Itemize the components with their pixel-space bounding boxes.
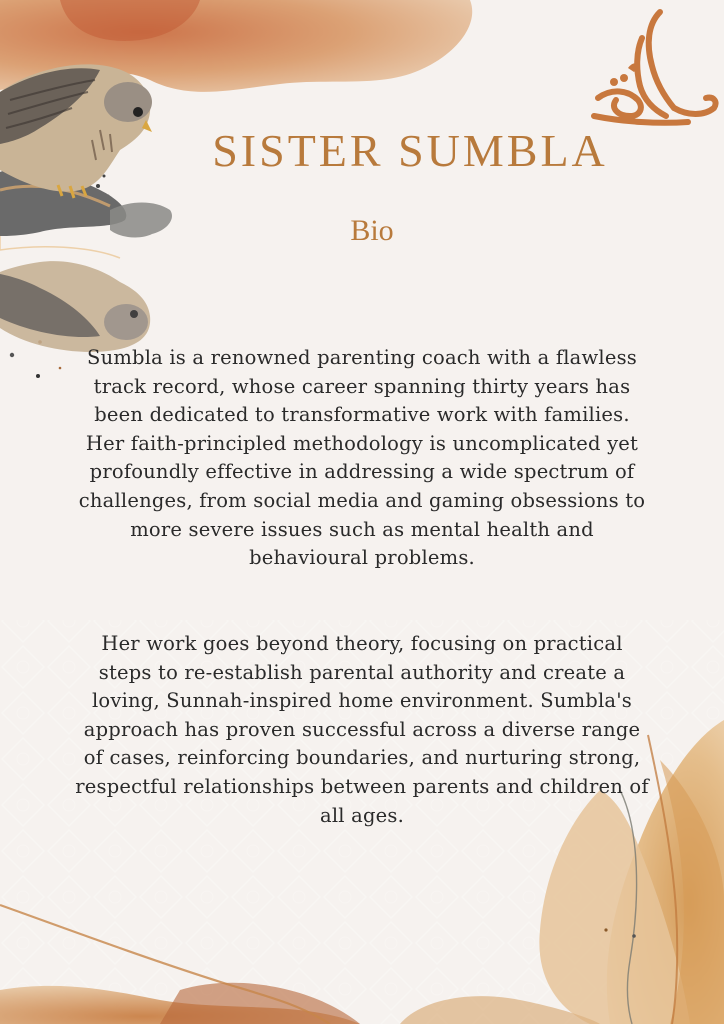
page-title: SISTER SUMBLA [212, 125, 608, 176]
page-subtitle: Bio [350, 214, 394, 247]
bio-paragraph-1: Sumbla is a renowned parenting coach with a flawless track record, whose career spanning thirty years has been dedicated to transformative work with families. Her faith-principled methodology is uncomplicated yet profoundly effective in addressing a wide spectrum of challenges, from social media and gaming obsessions to more severe issues such as mental health and behavioural problems. [78, 346, 646, 570]
calligraphy-logo [588, 4, 722, 144]
bio-paragraph-2: Her work goes beyond theory, focusing on practical steps to re-establish parental authority and create a loving, Sunnah-inspired home environment. Sumbla's approach has proven successful across a diverse range of cases, reinforcing boundaries, and nurturing strong, respectful relationships between parents and children of all ages. [75, 632, 649, 827]
